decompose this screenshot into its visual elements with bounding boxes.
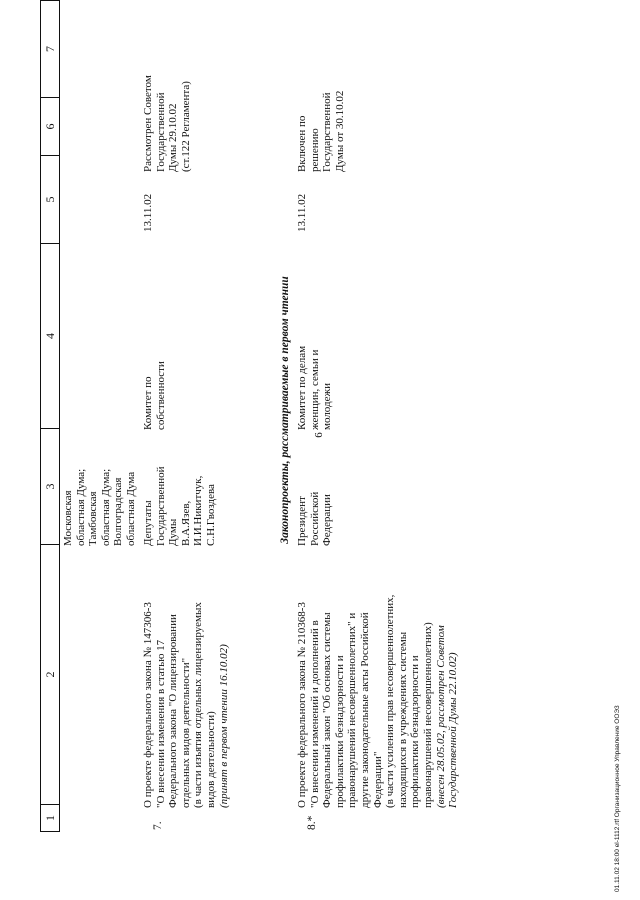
text-line: Комитет по bbox=[142, 376, 154, 430]
text-line: (в части изъятия отдельных лицензируемых bbox=[192, 602, 205, 808]
text-line: Государственной bbox=[154, 466, 167, 546]
text-line: Депутаты bbox=[142, 500, 154, 546]
text-line: областная Дума; bbox=[99, 468, 112, 546]
text-line: решению bbox=[308, 128, 321, 172]
text-line: Московская bbox=[62, 490, 74, 546]
continued-col3 bbox=[62, 438, 138, 546]
column-header-5: 5 bbox=[41, 155, 59, 243]
text-line: правонарушений несовершеннолетних" и bbox=[346, 612, 359, 808]
text-line: О проекте федерального закона № 147306-3 bbox=[142, 602, 154, 808]
text-line: Думы от 30.10.02 bbox=[333, 90, 346, 172]
text-line: С.Н.Гвоздева bbox=[204, 484, 217, 546]
text-line: видов деятельности) bbox=[204, 711, 217, 808]
column-header-7: 7 bbox=[43, 46, 57, 52]
text-line: Волгоградская bbox=[112, 477, 125, 546]
row-7-col2 bbox=[142, 546, 230, 808]
row-7-col4 bbox=[142, 250, 167, 430]
text-line: Президент bbox=[296, 496, 308, 546]
text-line: областная Дума bbox=[124, 471, 137, 546]
column-header-2: 2 bbox=[41, 544, 59, 804]
text-line: собственности bbox=[154, 361, 167, 430]
text-line: О проекте федерального закона № 210368-3 bbox=[296, 602, 308, 808]
text-line: (в части усиления прав несовершеннолетних, bbox=[384, 594, 397, 808]
text-line-note: (внесен 28.05.02, рассмотрен Советом bbox=[434, 625, 447, 808]
text-line: профилактики безнадзорности и bbox=[409, 655, 422, 808]
page-number: 6 bbox=[313, 432, 325, 438]
row-8-col6: 13.11.02 bbox=[296, 193, 308, 232]
text-line: Думы 29.10.02 bbox=[167, 103, 180, 172]
text-line: Федерации" bbox=[371, 751, 384, 808]
text-line: Комитет по делам bbox=[296, 345, 308, 430]
text-line: женщин, семьи и bbox=[308, 349, 321, 430]
row-8-number: 8.* bbox=[306, 815, 318, 830]
text-line: Государственной bbox=[154, 92, 167, 172]
text-line: профилактики безнадзорности и bbox=[333, 655, 346, 808]
text-line: Государственной bbox=[321, 92, 334, 172]
row-7-col6: 13.11.02 bbox=[142, 193, 154, 232]
row-8-col7 bbox=[296, 2, 346, 172]
column-header-3: 3 bbox=[41, 428, 59, 544]
text-line: отдельных видов деятельности" bbox=[179, 657, 192, 808]
text-line: Федеральный закон "Об основах системы bbox=[321, 612, 334, 808]
row-8-col3 bbox=[296, 438, 334, 546]
column-header-1: 1 bbox=[41, 804, 59, 831]
text-line: областная Дума; bbox=[74, 468, 87, 546]
page-footer: 01.11.02 18:00 el-1112.rtf Организационное Управление ООЭ3 bbox=[614, 705, 621, 892]
row-8-col2 bbox=[296, 546, 460, 808]
text-line: И.И.Никитчук, bbox=[192, 475, 205, 546]
text-line: "О внесении изменения в статью 17 bbox=[154, 639, 167, 808]
text-line: молодежи bbox=[321, 383, 334, 430]
text-line-note: Государственной Думы 22.10.02) bbox=[447, 652, 460, 808]
section-heading: Законопроекты, рассматриваемые в первом чтении bbox=[279, 276, 291, 544]
text-line: "О внесении изменений и дополнений в bbox=[308, 620, 321, 808]
text-line: Рассмотрен Советом bbox=[142, 75, 154, 172]
text-line: Тамбовская bbox=[87, 491, 100, 546]
row-7-col3 bbox=[142, 438, 218, 546]
row-7-number: 7. bbox=[152, 821, 164, 830]
text-line: Думы bbox=[167, 518, 180, 546]
text-line: другие законодательные акты Российской bbox=[358, 612, 371, 808]
text-line: В.А.Язев, bbox=[179, 500, 192, 546]
text-line: Включен по bbox=[296, 115, 308, 172]
text-line-note: (принят в первом чтении 16.10.02) bbox=[217, 644, 230, 808]
column-header-4: 4 bbox=[41, 243, 59, 428]
text-line: Российской bbox=[308, 491, 321, 546]
row-7-col7 bbox=[142, 2, 192, 172]
row-8-col4 bbox=[296, 250, 334, 430]
table-header-row bbox=[40, 0, 60, 832]
text-line: Федерации bbox=[321, 494, 334, 546]
text-line: Федерального закона "О лицензировании bbox=[167, 614, 180, 808]
text-line: правонарушений несовершеннолетних) bbox=[421, 622, 434, 808]
text-line: (ст.122 Регламента) bbox=[179, 81, 192, 172]
text-line: находящихся в учреждениях системы bbox=[396, 631, 409, 808]
column-header-6: 6 bbox=[41, 97, 59, 155]
